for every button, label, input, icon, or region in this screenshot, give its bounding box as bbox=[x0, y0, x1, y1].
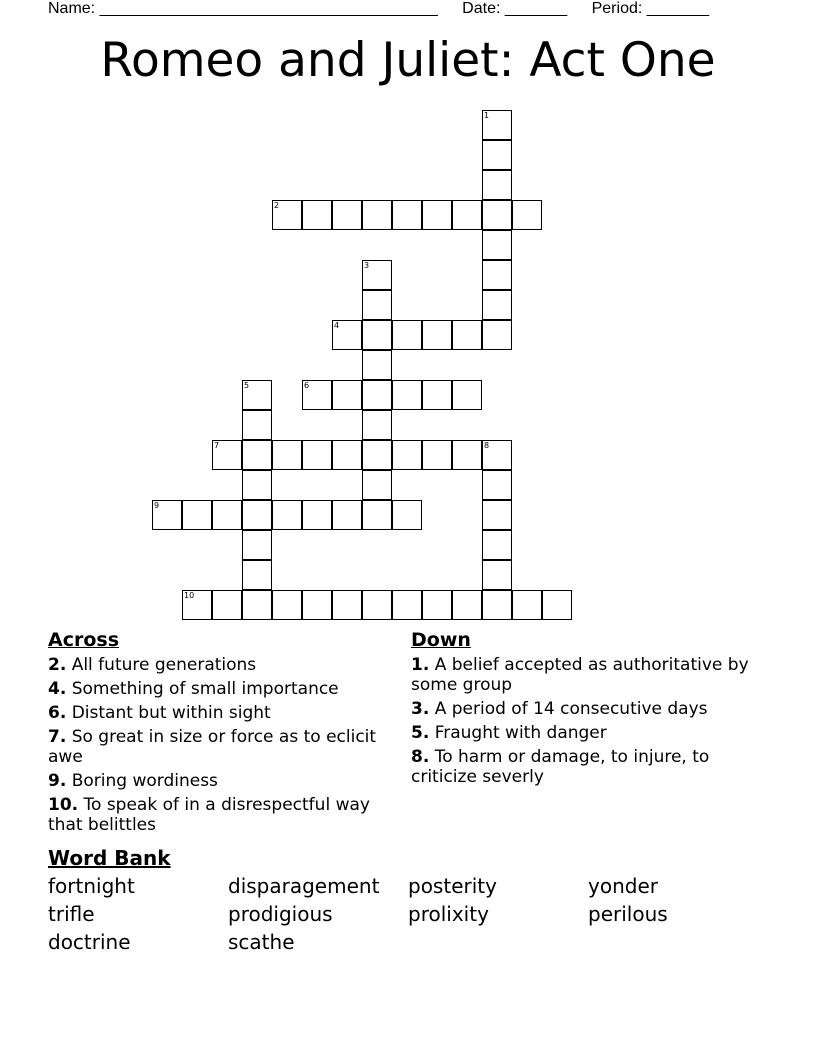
clue-item bbox=[48, 727, 393, 767]
word-bank-word: perilous bbox=[588, 902, 668, 926]
clue-text: To speak of in a disrespectful way that belittles bbox=[48, 795, 370, 835]
clue-text: A belief accepted as authoritative by some group bbox=[411, 655, 749, 695]
clue-number: 7. bbox=[48, 727, 67, 747]
clue-text: Boring wordiness bbox=[66, 771, 218, 791]
clue-number: 2. bbox=[48, 655, 67, 675]
crossword-cell[interactable] bbox=[302, 440, 332, 470]
crossword-cell[interactable] bbox=[482, 530, 512, 560]
crossword-cell[interactable] bbox=[182, 590, 212, 620]
clue-item bbox=[48, 679, 393, 699]
crossword-cell[interactable] bbox=[362, 200, 392, 230]
crossword-cell[interactable] bbox=[272, 440, 302, 470]
crossword-cell[interactable] bbox=[482, 470, 512, 500]
crossword-cell[interactable] bbox=[452, 590, 482, 620]
crossword-cell[interactable] bbox=[302, 380, 332, 410]
crossword-cell[interactable] bbox=[452, 440, 482, 470]
date-field[interactable]: Date: _______ bbox=[462, 0, 568, 17]
crossword-cell[interactable] bbox=[242, 590, 272, 620]
clue-number: 3. bbox=[411, 699, 430, 719]
clue-number: 10 bbox=[184, 591, 195, 600]
clue-number: 6. bbox=[48, 703, 67, 723]
clue-item bbox=[48, 795, 393, 835]
crossword-cell[interactable] bbox=[242, 560, 272, 590]
crossword-cell[interactable] bbox=[482, 110, 512, 140]
clue-number: 1. bbox=[411, 655, 430, 675]
crossword-cell[interactable] bbox=[362, 470, 392, 500]
crossword-cell[interactable] bbox=[332, 590, 362, 620]
crossword-cell[interactable] bbox=[362, 440, 392, 470]
crossword-cell[interactable] bbox=[482, 290, 512, 320]
clue-number: 9. bbox=[48, 771, 67, 791]
clue-text: Something of small importance bbox=[66, 679, 339, 699]
crossword-cell[interactable] bbox=[422, 320, 452, 350]
across-heading: Across bbox=[48, 629, 120, 651]
name-field[interactable]: Name: ______________________________________ bbox=[48, 0, 438, 17]
crossword-cell[interactable] bbox=[362, 260, 392, 290]
crossword-cell[interactable] bbox=[242, 530, 272, 560]
word-bank-word: fortnight bbox=[48, 874, 135, 898]
crossword-cell[interactable] bbox=[482, 230, 512, 260]
crossword-cell[interactable] bbox=[482, 170, 512, 200]
crossword-cell[interactable] bbox=[482, 140, 512, 170]
crossword-cell[interactable] bbox=[392, 590, 422, 620]
clue-item bbox=[48, 771, 393, 791]
clue-number: 5 bbox=[244, 381, 250, 390]
crossword-cell[interactable] bbox=[452, 380, 482, 410]
down-heading: Down bbox=[411, 629, 471, 651]
crossword-cell[interactable] bbox=[422, 440, 452, 470]
crossword-cell[interactable] bbox=[332, 440, 362, 470]
clue-text: All future generations bbox=[66, 655, 257, 675]
word-bank-word: disparagement bbox=[228, 874, 380, 898]
crossword-cell[interactable] bbox=[272, 200, 302, 230]
crossword-cell[interactable] bbox=[242, 470, 272, 500]
clue-number: 4. bbox=[48, 679, 67, 699]
crossword-cell[interactable] bbox=[482, 440, 512, 470]
crossword-cell[interactable] bbox=[332, 380, 362, 410]
clue-number: 5. bbox=[411, 723, 430, 743]
crossword-cell[interactable] bbox=[212, 590, 242, 620]
crossword-cell[interactable] bbox=[362, 380, 392, 410]
crossword-cell[interactable] bbox=[332, 200, 362, 230]
clue-number: 2 bbox=[274, 201, 280, 210]
crossword-cell[interactable] bbox=[362, 350, 392, 380]
crossword-cell[interactable] bbox=[512, 200, 542, 230]
crossword-cell[interactable] bbox=[302, 500, 332, 530]
crossword-cell[interactable] bbox=[182, 500, 212, 530]
crossword-cell[interactable] bbox=[212, 440, 242, 470]
crossword-cell[interactable] bbox=[362, 410, 392, 440]
crossword-cell[interactable] bbox=[302, 590, 332, 620]
clue-number: 7 bbox=[214, 441, 220, 450]
crossword-cell[interactable] bbox=[392, 320, 422, 350]
crossword-cell[interactable] bbox=[242, 380, 272, 410]
crossword-cell[interactable] bbox=[212, 500, 242, 530]
crossword-cell[interactable] bbox=[482, 200, 512, 230]
clue-number: 8 bbox=[484, 441, 490, 450]
crossword-cell[interactable] bbox=[482, 260, 512, 290]
crossword-cell[interactable] bbox=[242, 440, 272, 470]
crossword-cell[interactable] bbox=[362, 500, 392, 530]
crossword-cell[interactable] bbox=[482, 500, 512, 530]
crossword-cell[interactable] bbox=[332, 320, 362, 350]
across-clues bbox=[48, 655, 393, 839]
crossword-cell[interactable] bbox=[332, 500, 362, 530]
clue-number: 10. bbox=[48, 795, 79, 815]
word-bank-word: scathe bbox=[228, 930, 295, 954]
crossword-cell[interactable] bbox=[482, 320, 512, 350]
crossword-cell[interactable] bbox=[422, 590, 452, 620]
clue-item bbox=[411, 655, 756, 695]
crossword-cell[interactable] bbox=[362, 590, 392, 620]
word-bank-word: yonder bbox=[588, 874, 658, 898]
crossword-cell[interactable] bbox=[452, 200, 482, 230]
crossword-cell[interactable] bbox=[542, 590, 572, 620]
word-bank-word: prolixity bbox=[408, 902, 489, 926]
clue-text: Fraught with danger bbox=[429, 723, 607, 743]
clue-number: 3 bbox=[364, 261, 370, 270]
crossword-cell[interactable] bbox=[302, 200, 332, 230]
clue-item bbox=[411, 699, 756, 719]
word-bank-word: doctrine bbox=[48, 930, 131, 954]
crossword-cell[interactable] bbox=[362, 290, 392, 320]
crossword-cell[interactable] bbox=[152, 500, 182, 530]
clue-item bbox=[48, 703, 393, 723]
down-clues bbox=[411, 655, 756, 791]
crossword-cell[interactable] bbox=[242, 410, 272, 440]
crossword-cell[interactable] bbox=[452, 320, 482, 350]
period-field[interactable]: Period: _______ bbox=[591, 0, 710, 17]
clue-number: 9 bbox=[154, 501, 160, 510]
clue-number: 1 bbox=[484, 111, 490, 120]
crossword-cell[interactable] bbox=[482, 560, 512, 590]
crossword-cell[interactable] bbox=[272, 500, 302, 530]
crossword-cell[interactable] bbox=[362, 320, 392, 350]
crossword-cell[interactable] bbox=[422, 380, 452, 410]
page-title: Romeo and Juliet: Act One bbox=[100, 33, 716, 88]
crossword-cell[interactable] bbox=[272, 590, 302, 620]
clue-text: So great in size or force as to eclicit awe bbox=[48, 727, 377, 767]
word-bank-word: posterity bbox=[408, 874, 497, 898]
clue-number: 6 bbox=[304, 381, 310, 390]
clue-text: To harm or damage, to injure, to criticize severly bbox=[411, 747, 710, 787]
clue-item bbox=[48, 655, 393, 675]
word-bank-heading: Word Bank bbox=[48, 846, 171, 870]
crossword-cell[interactable] bbox=[422, 200, 452, 230]
crossword-cell[interactable] bbox=[392, 440, 422, 470]
clue-text: Distant but within sight bbox=[66, 703, 271, 723]
crossword-cell[interactable] bbox=[242, 500, 272, 530]
crossword-cell[interactable] bbox=[392, 200, 422, 230]
crossword-cell[interactable] bbox=[482, 590, 512, 620]
crossword-cell[interactable] bbox=[392, 500, 422, 530]
clue-text: A period of 14 consecutive days bbox=[429, 699, 708, 719]
clue-item bbox=[411, 723, 756, 743]
clue-item bbox=[411, 747, 756, 787]
word-bank-word: trifle bbox=[48, 902, 95, 926]
clue-number: 8. bbox=[411, 747, 430, 767]
word-bank-word: prodigious bbox=[228, 902, 333, 926]
crossword-cell[interactable] bbox=[512, 590, 542, 620]
crossword-cell[interactable] bbox=[392, 380, 422, 410]
clue-number: 4 bbox=[334, 321, 340, 330]
